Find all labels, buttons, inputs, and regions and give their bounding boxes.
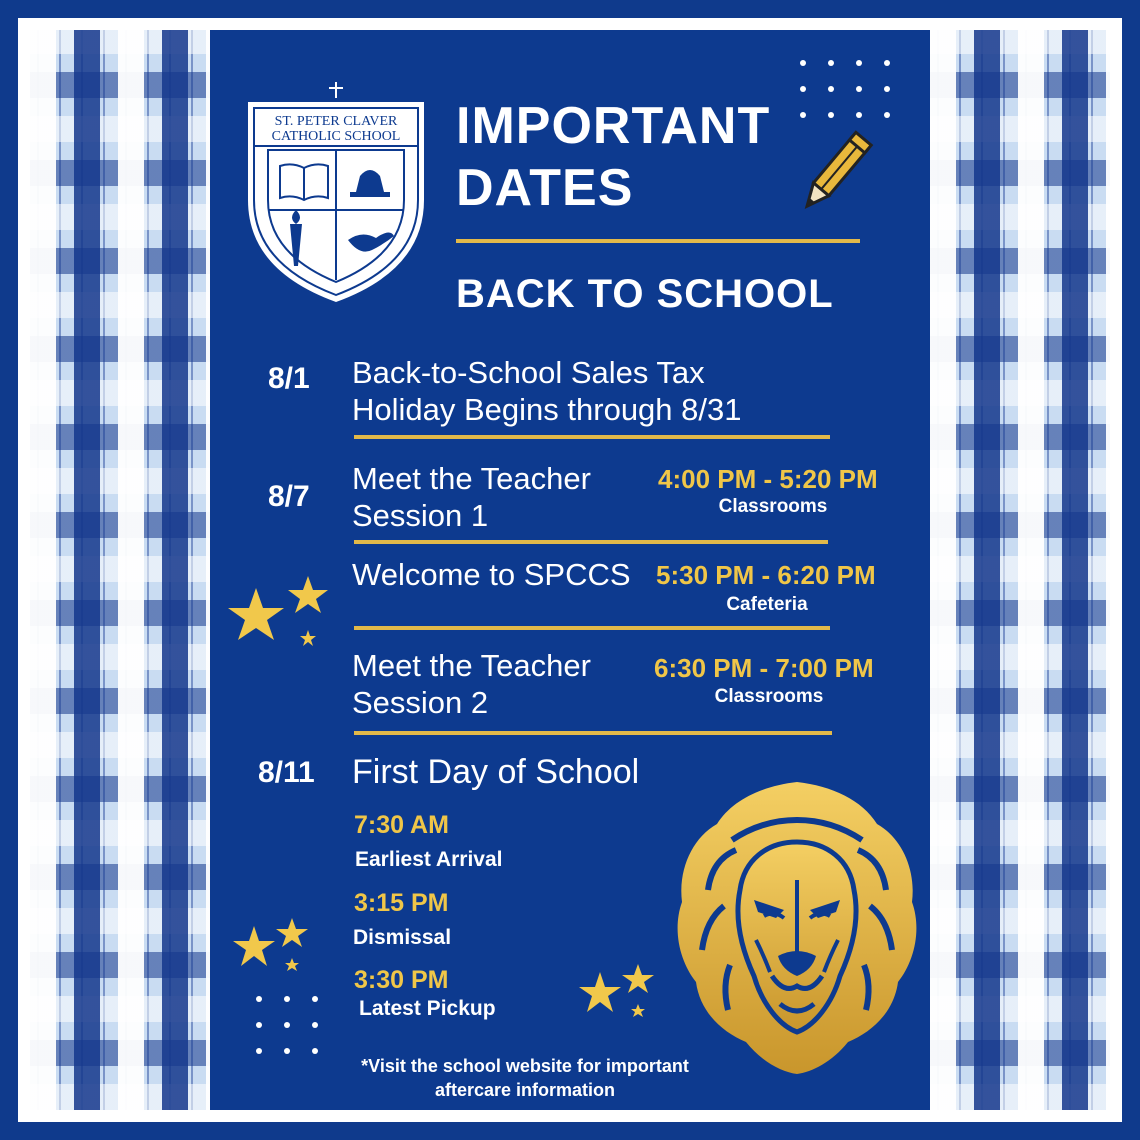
crest-line-1: ST. PETER CLAVER	[274, 114, 398, 129]
event-5-line-1: First Day of School	[352, 753, 640, 791]
schedule-3-time: 3:30 PM	[354, 966, 449, 994]
title-line-2: DATES	[456, 159, 634, 217]
event-2-divider	[354, 540, 828, 544]
pencil-icon	[792, 128, 876, 220]
star-icon	[576, 962, 660, 1022]
schedule-1-time: 7:30 AM	[354, 811, 449, 839]
event-1-line-1: Back-to-School Sales Tax	[352, 355, 705, 390]
event-2-line-1: Meet the Teacher	[352, 461, 591, 496]
event-3-location: Cafeteria	[726, 594, 808, 615]
title-line-1: IMPORTANT	[456, 97, 771, 155]
event-1-line-2: Holiday Begins through 8/31	[352, 392, 742, 427]
event-3-line-1: Welcome to SPCCS	[352, 557, 631, 592]
event-1-date: 8/1	[268, 362, 310, 395]
event-4-line-2: Session 2	[352, 685, 489, 720]
star-icon	[226, 574, 336, 654]
footnote-line-2: aftercare information	[434, 1080, 616, 1100]
event-4-location: Classrooms	[714, 686, 824, 707]
plaid-border-left	[30, 30, 210, 1110]
event-2-time: 4:00 PM - 5:20 PM	[658, 464, 878, 494]
title-divider	[456, 239, 860, 243]
event-2-line-2: Session 1	[352, 498, 489, 533]
event-3-divider	[354, 626, 830, 630]
event-4-time: 6:30 PM - 7:00 PM	[654, 653, 874, 683]
dot-grid-icon	[800, 60, 900, 130]
dot-grid-icon	[256, 996, 326, 1060]
schedule-1-label: Earliest Arrival	[355, 848, 503, 871]
crest-line-2: CATHOLIC SCHOOL	[271, 129, 401, 144]
plaid-border-right	[930, 30, 1110, 1110]
event-4-divider	[354, 731, 832, 735]
footnote-line-1: *Visit the school website for important	[361, 1056, 689, 1076]
star-icon	[230, 916, 314, 976]
footnote	[330, 1054, 720, 1102]
event-2-location: Classrooms	[718, 496, 828, 517]
lion-head-icon	[672, 780, 922, 1076]
schedule-3-label: Latest Pickup	[359, 997, 496, 1020]
schedule-2-label: Dismissal	[353, 926, 452, 949]
schedule-2-time: 3:15 PM	[354, 889, 449, 917]
event-1-divider	[354, 435, 830, 439]
event-2-date: 8/7	[268, 480, 310, 513]
event-3-time: 5:30 PM - 6:20 PM	[656, 560, 876, 590]
school-crest-icon	[244, 80, 428, 306]
subtitle: BACK TO SCHOOL	[456, 272, 834, 316]
event-4-line-1: Meet the Teacher	[352, 648, 591, 683]
event-5-date: 8/11	[258, 756, 315, 789]
